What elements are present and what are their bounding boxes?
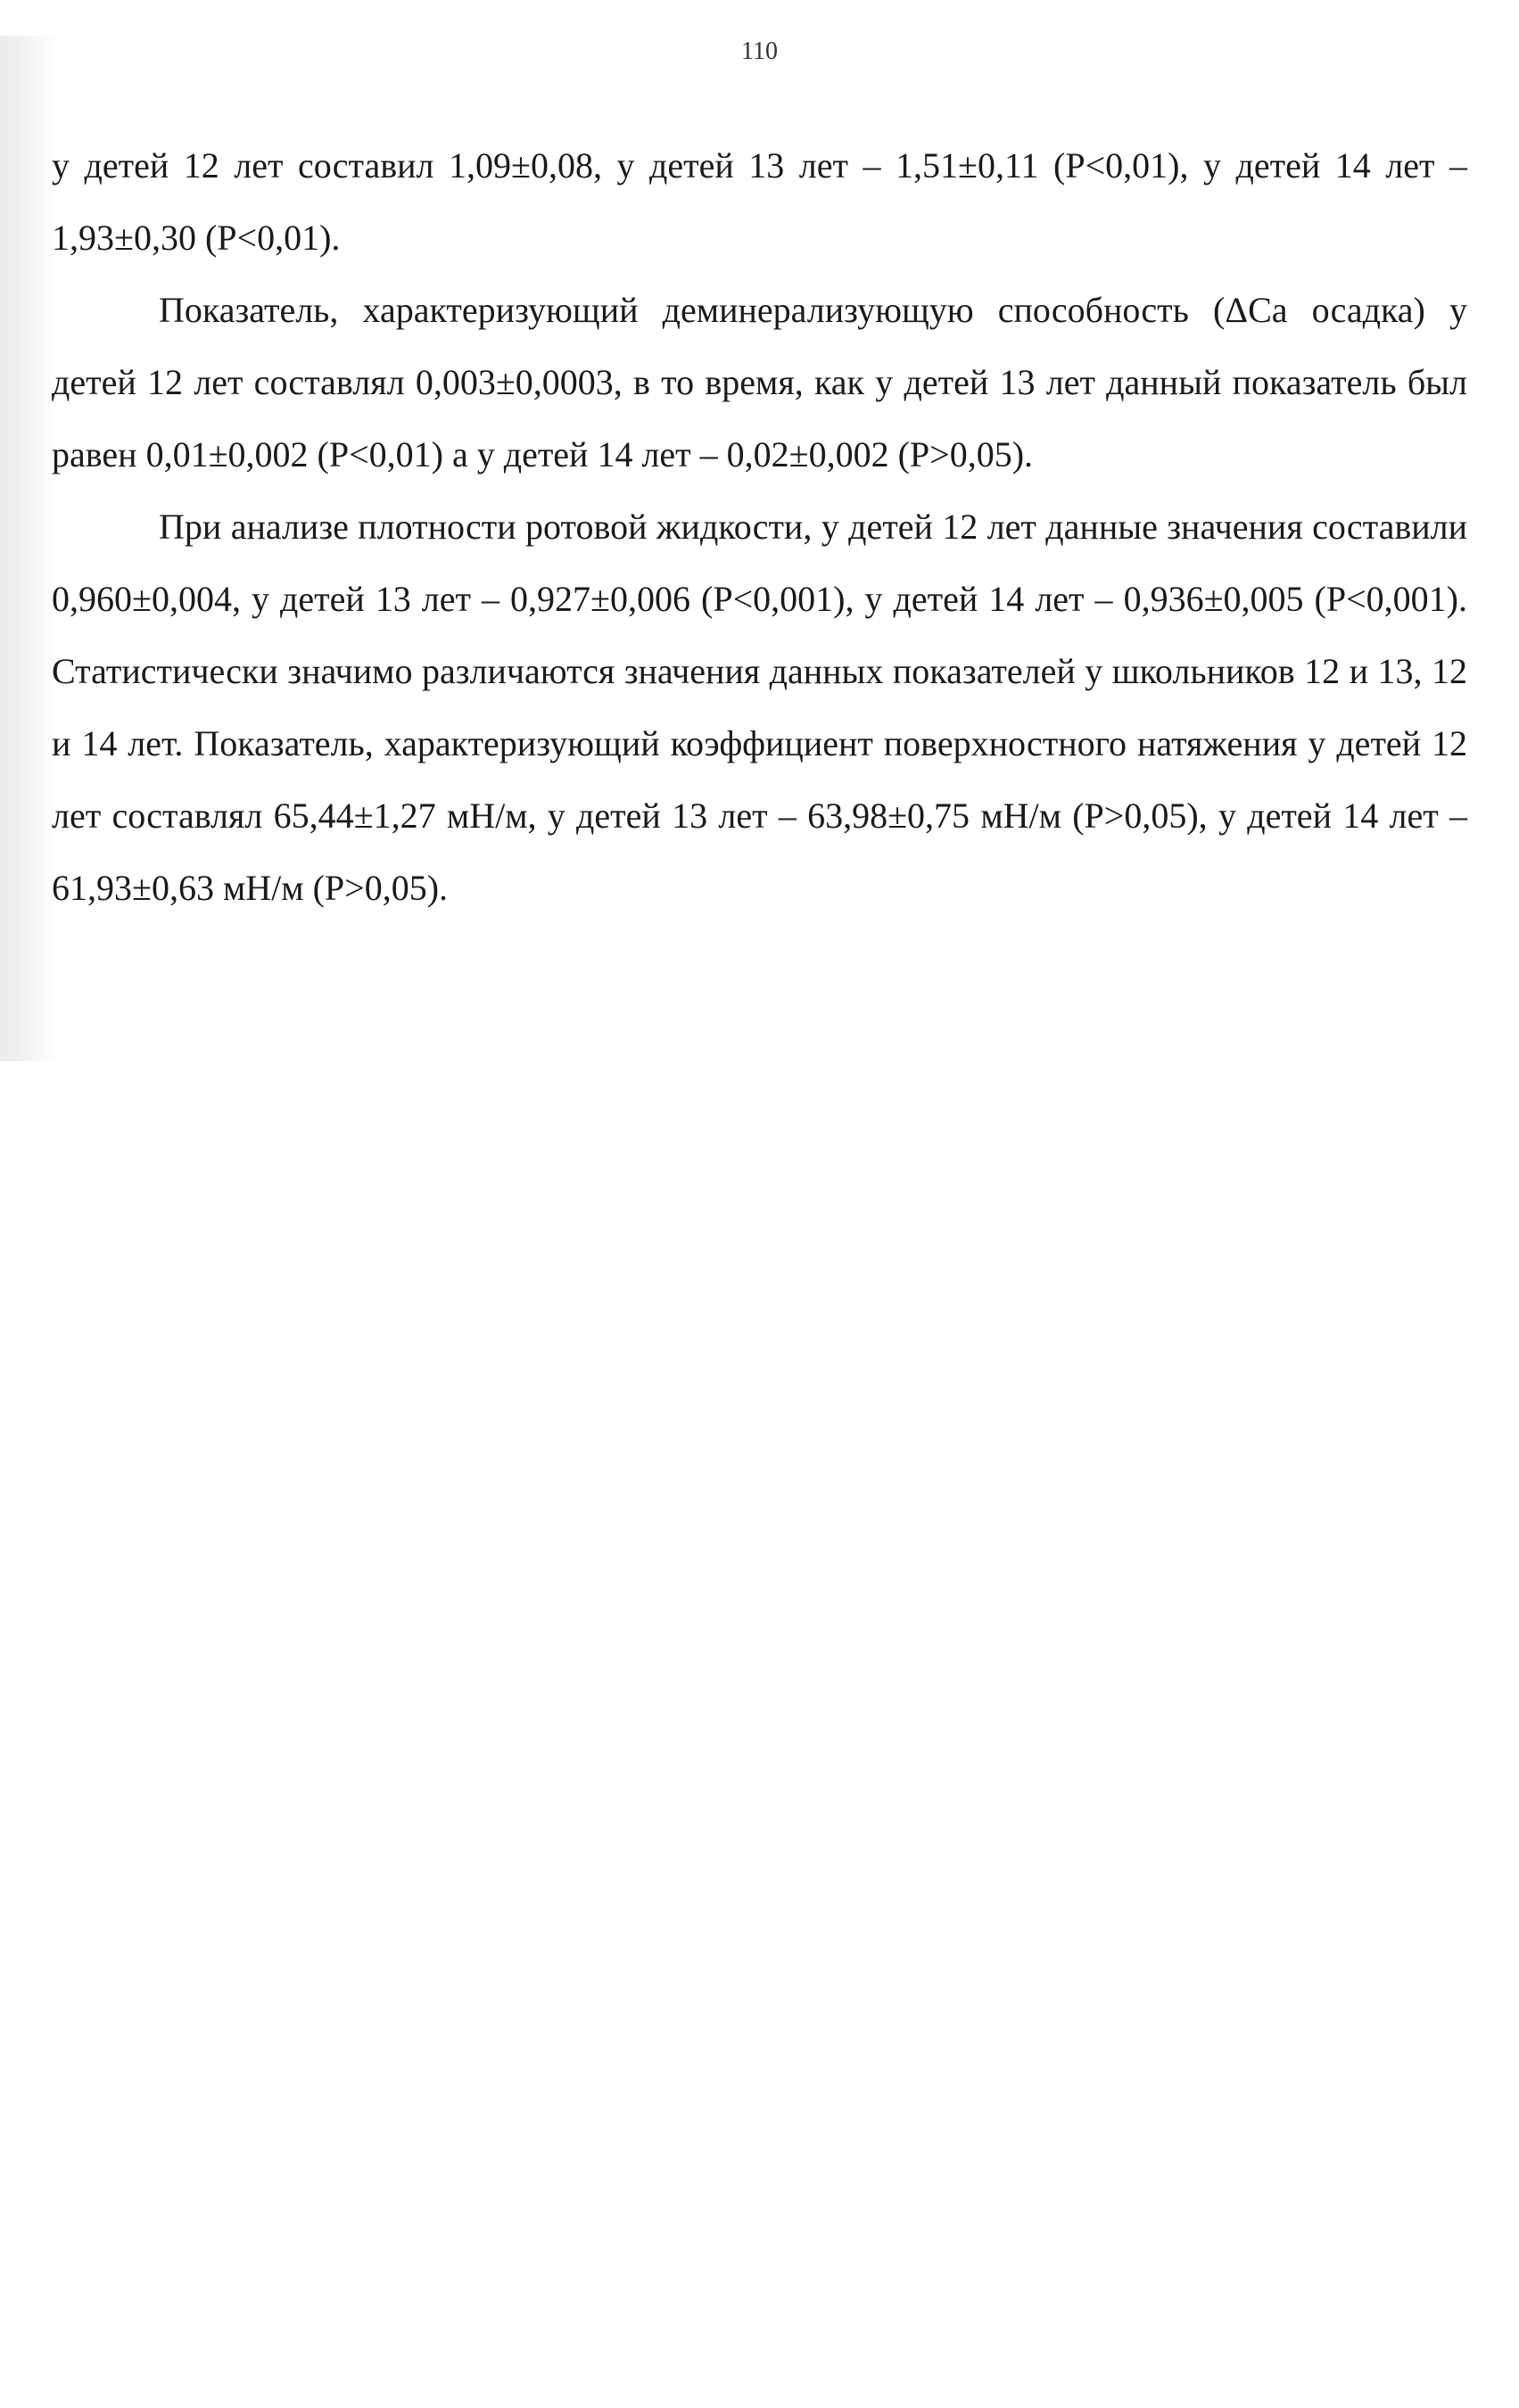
page-number: 110 (741, 37, 778, 65)
paragraph-demineralizing-ability: Показатель, характеризующий деминерализующую способность (ΔCa осадка) у детей 12 лет составлял 0,003±0,0003, в то время, как у детей 13 лет данный показатель был равен 0,01±0,002 (P<0,01) а у детей 14 лет – 0,02±0,002 (P>0,05). (52, 290, 1467, 474)
paragraph-continuation: у детей 12 лет составил 1,09±0,08, у детей 13 лет – 1,51±0,11 (P<0,01), у детей 14 лет – 1,93±0,30 (P<0,01). (52, 145, 1467, 258)
scan-edge-shadow (0, 36, 59, 1061)
paragraph-oral-fluid-density: При анализе плотности ротовой жидкости, у детей 12 лет данные значения составили 0,960±0,004, у детей 13 лет – 0,927±0,006 (P<0,001), у детей 14 лет – 0,936±0,005 (P<0,001). Статистически значимо различаются значения данных показателей у школьников 12 и 13, 12 и 14 лет. Показатель, характеризующий коэффициент поверхностного натяжения у детей 12 лет составлял 65,44±1,27 мН/м, у детей 13 лет – 63,98±0,75 мН/м (P>0,05), у детей 14 лет – 61,93±0,63 мН/м (P>0,05). (52, 507, 1467, 908)
document-body (52, 129, 1467, 924)
